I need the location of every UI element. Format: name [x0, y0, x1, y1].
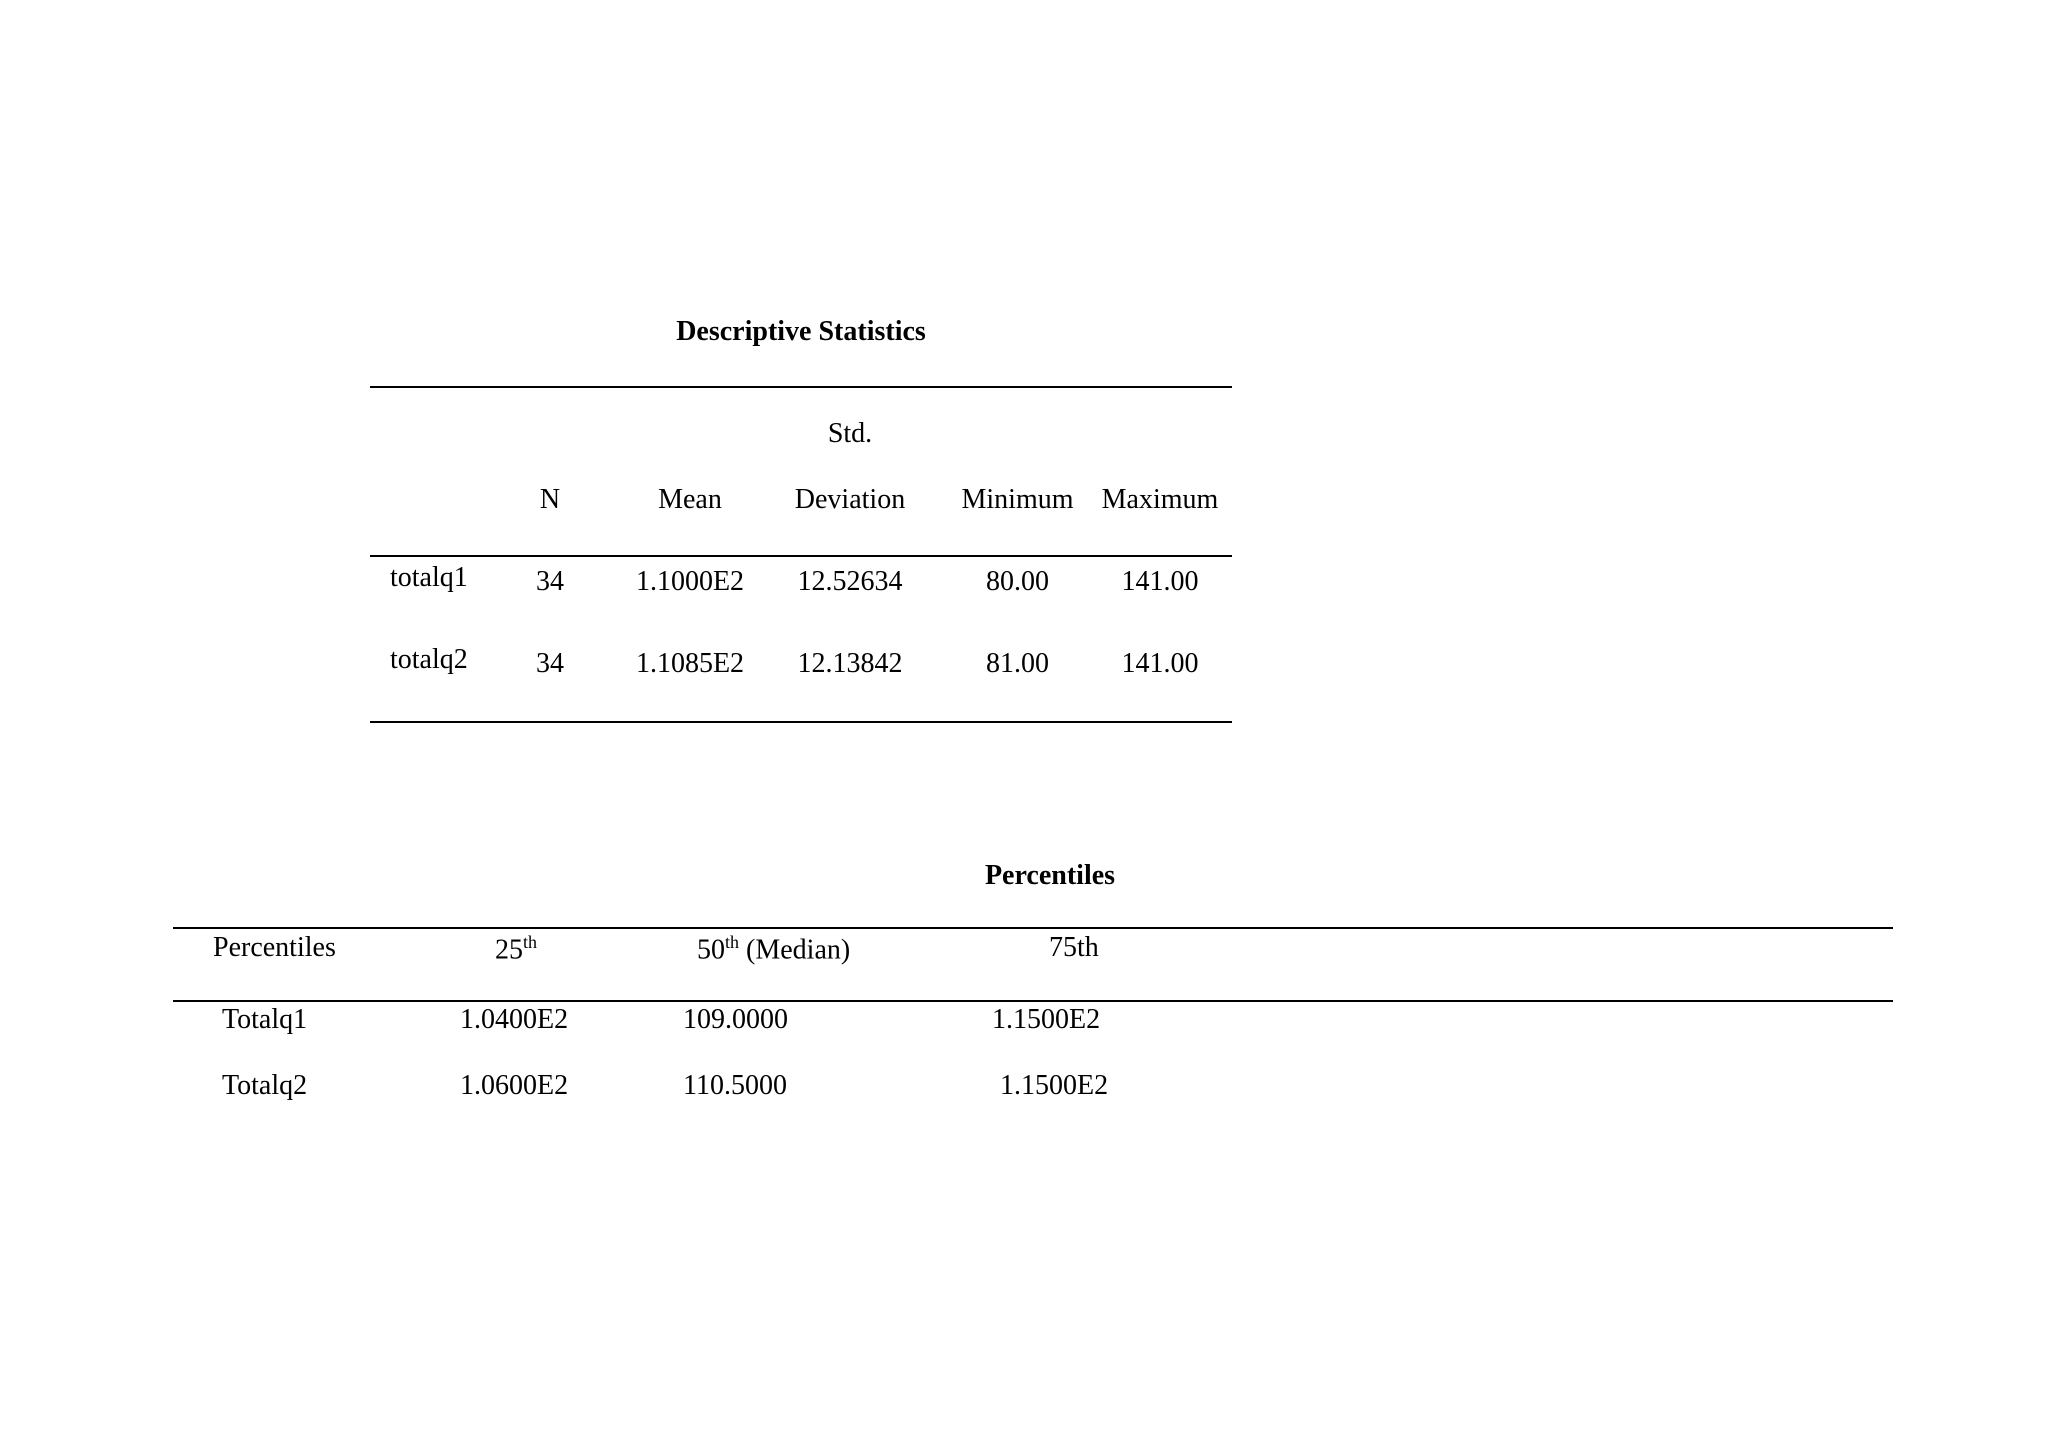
- ds-row2-min: 81.00: [986, 648, 1049, 679]
- p-header-25th: [495, 932, 537, 966]
- ds-bottom-rule: [370, 721, 1232, 723]
- ds-row1-max: 141.00: [1121, 566, 1199, 597]
- ds-row2-std: 12.13842: [797, 648, 903, 679]
- p-row1-p75: 1.1500E2: [992, 1004, 1101, 1035]
- ds-row1-n: 34: [536, 566, 564, 597]
- ds-header-maximum: Maximum: [1101, 484, 1219, 515]
- p-row2-p25: 1.0600E2: [460, 1070, 569, 1101]
- ds-row1-mean: 1.1000E2: [635, 566, 745, 597]
- percentiles-title: Percentiles: [984, 860, 1116, 891]
- p-row2-p75: 1.1500E2: [1000, 1070, 1109, 1101]
- p-header-50-num: 50: [697, 934, 725, 966]
- p-header-25-sup: th: [523, 932, 538, 952]
- p-row2-label: Totalq2: [222, 1070, 308, 1101]
- p-header-25-num: 25: [495, 934, 523, 966]
- ds-header-minimum: Minimum: [961, 484, 1074, 515]
- ds-top-rule: [370, 386, 1232, 388]
- ds-header-std-line1: Std.: [827, 418, 873, 449]
- descriptive-statistics-title: Descriptive Statistics: [676, 316, 926, 347]
- p-header-label: Percentiles: [213, 932, 336, 963]
- p-header-50th-median: [697, 932, 850, 966]
- ds-header-mean: Mean: [658, 484, 722, 515]
- p-top-rule: [173, 927, 1893, 929]
- p-header-75th: 75th: [1049, 932, 1099, 963]
- p-row2-p50: 110.5000: [683, 1070, 787, 1101]
- ds-row2-max: 141.00: [1121, 648, 1199, 679]
- ds-header-rule: [370, 555, 1232, 557]
- p-header-50-rest: (Median): [739, 934, 851, 966]
- ds-header-n: N: [539, 484, 561, 515]
- ds-row1-min: 80.00: [986, 566, 1049, 597]
- ds-row2-label: totalq2: [390, 644, 468, 675]
- p-header-50-sup: th: [725, 932, 740, 952]
- ds-row2-mean: 1.1085E2: [635, 648, 745, 679]
- p-header-rule: [173, 1000, 1893, 1002]
- p-row1-p50: 109.0000: [683, 1004, 788, 1035]
- ds-row1-std: 12.52634: [797, 566, 903, 597]
- ds-row1-label: totalq1: [390, 562, 468, 593]
- ds-header-std-line2: Deviation: [794, 484, 906, 515]
- ds-row2-n: 34: [536, 648, 564, 679]
- p-row1-p25: 1.0400E2: [460, 1004, 569, 1035]
- p-row1-label: Totalq1: [222, 1004, 308, 1035]
